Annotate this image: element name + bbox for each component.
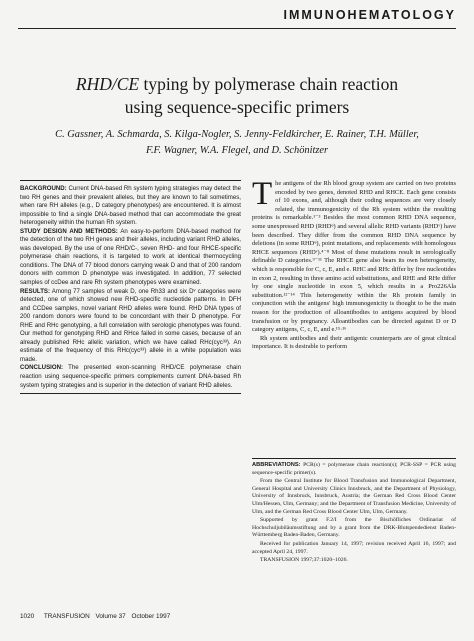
conclusion-text: The presented exon-scanning RHD/CE polymerase chain reaction using sequence-specific primers complements current DNA-based Rh system typing strategies and is superior in the detection of variant RHD alleles. — [20, 364, 241, 389]
received-note: Received for publication January 14, 1997; revision received April 16, 1997; and accepted April 24, 1997. — [252, 540, 456, 555]
abstract-results — [20, 288, 241, 365]
abbreviations-note — [252, 462, 456, 477]
journal-volume: Volume 37 — [95, 613, 126, 620]
author-list — [20, 127, 454, 159]
body-paragraph-2: Rh system antibodies and their antigenic counterparts are of great clinical importance. It is desirable to perform — [252, 334, 456, 351]
authors-line2: F.F. Wagner, W.A. Flegel, and D. Schönitzer — [145, 145, 329, 156]
abstract — [20, 180, 241, 394]
affiliation-note: From the Central Institute for Blood Transfusion and Immunological Department, General Hospital and University Clinics Innsbruck, and the Department of Physiology, University of Innsbruck, Innsbruck, Austria; the German Red Cross Blood Center Ulm/Hessen, Ulm, Germany; and the Department of Transfusion Medicine, University of Ulm, and the German Red Cross Blood Center Ulm, Ulm, Germany. — [252, 478, 456, 515]
abbreviations-text: PCR(s) = polymerase chain reaction(s); PCR-SSP = PCR using sequence-specific primer(s). — [252, 462, 456, 476]
results-label: RESULTS: — [20, 287, 51, 295]
abstract-background — [20, 185, 241, 228]
abbreviations-label: ABBREVIATIONS: — [252, 462, 301, 468]
drop-cap: T — [252, 176, 273, 212]
section-heading: IMMUNOHEMATOLOGY — [283, 8, 456, 22]
title-gene-name: RHD/CE — [75, 74, 140, 94]
body-text-column — [252, 176, 456, 352]
title-line1-rest: typing by polymerase chain reaction — [139, 74, 399, 94]
journal-name: TRANSFUSION — [43, 613, 90, 620]
issue-date: October 1997 — [131, 613, 171, 620]
body-paragraph-1 — [252, 176, 456, 335]
page-number: 1020 — [20, 613, 35, 620]
authors-line1: C. Gassner, A. Schmarda, S. Kilga-Nogler, S. Jenny-Feldkircher, E. Rainer, T.H. Müller, — [55, 129, 419, 140]
title-line2: using sequence-specific primers — [124, 97, 350, 117]
article-title — [20, 73, 454, 119]
body-paragraph-1-text: he antigens of the Rh blood group system are carried on two proteins encoded by two genes, denoted RHD and RHCE. Each gene consists of 10 exons, and, although their coding sequences are very closely related, the immunogenicity of the Rh system within the resulting proteins is remarkable.¹⁻³ Besides the most common RHD DNA sequence, some unexpressed RHD (RHDᵠ) and several allelic RHD variants (RHDᵛ) have been described. They differ from the common RHD DNA sequence by deletions (in some RHDᵠ), point mutations, and replacements with homologous RHCE sequences (RHDᵛ).⁴⁻⁸ Most of these mutations result in serologically definable D categories.⁹⁻¹¹ The RHCE gene also bears its own heterogeneity, which is responsible for C, c, E, and e. RHC and RHc differ by five nucleotides in exon 2, resulting in three amino acid substitutions, and RHE and RHe differ by one single nucleotide in exon 5, which results in a Pro226Ala substitution.¹²⁻¹⁴ This heterogeneity within the Rh protein family in conjunction with the antigens' high immunogenicity is thought to be the main reason for the production of alloantibodies to antigens acquired by blood transfusion or by pregnancy. Alloantibodies can be directed against D or D category antigens, C, c, E, and e.¹⁵·¹⁶ — [252, 180, 456, 334]
support-note: Supported by grant F.2/I from the Bischöfliches Ordinariat of Hochschuljubiläumsstiftung and by a grant from the DRK-Blutspendedienst Baden-Württemberg Baden-Baden, Germany. — [252, 517, 456, 539]
results-text: Among 77 samples of weak D, one Rh33 and six Dᵛ categories were detected, one of which showed new RHD-specific nucleotide patterns. In DFH and CCDee samples, novel variant RHD alleles were found. RHD DNA types of 200 random donors were found to be concordant with their D phenotype. For RHE and RHc genotyping, a full correlation with serologic phenotypes was found. Our method for genotyping RHD and RHce failed in some cases, because of an already published RHc allelic variation, which we have called RHc(cyc³³). An estimate of the frequency of this RHc(cyc³³) allele in a white population was made. — [20, 287, 241, 363]
background-label: BACKGROUND: — [20, 185, 67, 192]
conclusion-label: CONCLUSION: — [20, 364, 63, 372]
methods-label: STUDY DESIGN AND METHODS: — [20, 227, 118, 235]
journal-reference: TRANSFUSION 1997;37:1020–1026. — [260, 557, 348, 564]
footnote-block — [252, 458, 456, 566]
header-rule — [18, 28, 456, 29]
abstract-conclusion — [20, 364, 241, 390]
abstract-methods — [20, 228, 241, 288]
background-text: Current DNA-based Rh system typing strategies may detect the two RH genes and their prevalent alleles, but they are known to fail sometimes, when rare RH alleles (e.g., D category phenotypes) are encountered. It is almost impossible to find a single DNA-based method that can accommodate the great heterogeneity within the human Rh system. — [20, 185, 241, 227]
running-footer — [20, 613, 170, 620]
methods-text: An easy-to-perform DNA-based method for the detection of the two RH genes and their alleles, including variant RHD alleles, was developed. By the use of one RHD/C-, seven RHD- and four RHCE-specific polymerase chain reactions, it is targeted to work at identical thermocycling conditions. The DNA of 77 blood donors carrying weak D and that of 200 random donors with common D phenotype was investigated. In addition, 77 selected samples of ccDee and rare Rh system phenotypes were examined. — [20, 227, 241, 287]
